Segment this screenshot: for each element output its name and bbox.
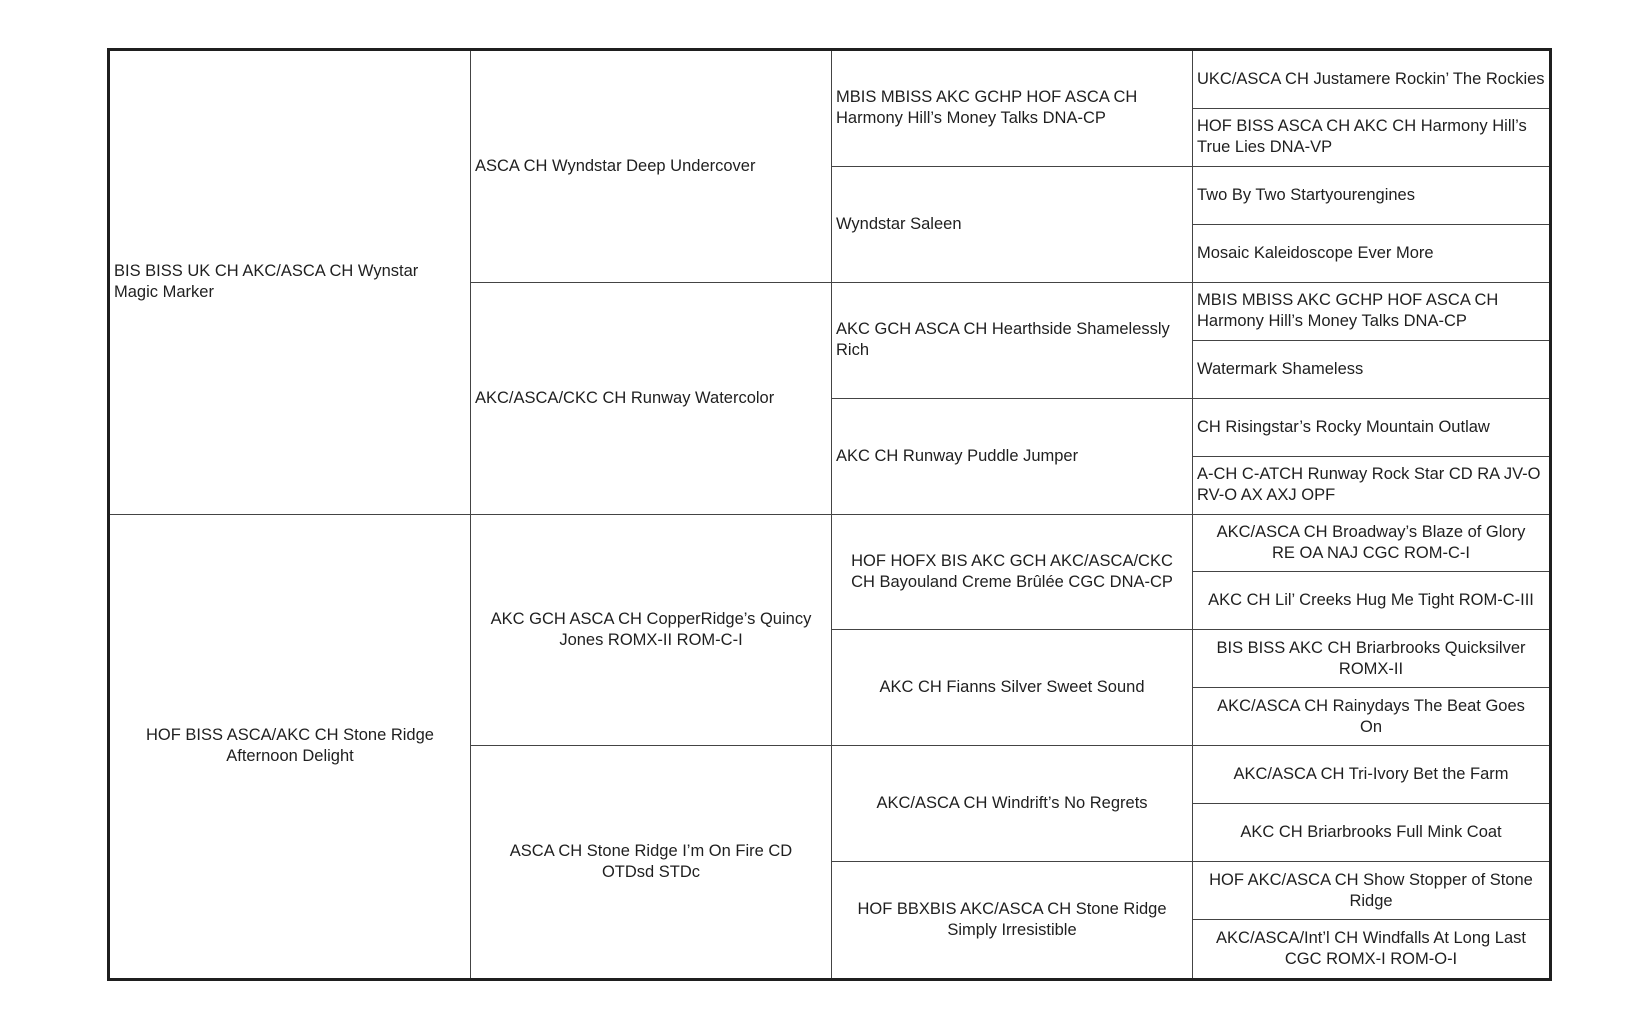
dd-dam-name: HOF BBXBIS AKC/ASCA CH Stone Ridge Simply Irresistible [857, 900, 1167, 940]
ss-dam-cell [832, 167, 1193, 283]
ss-sire-cell [832, 51, 1193, 167]
gen4-cell-8 [1193, 457, 1549, 515]
gen4-name-7: CH Risingstar’s Rocky Mountain Outlaw [1197, 417, 1490, 436]
dd-sire-cell [832, 746, 1193, 862]
dam-sire-name: AKC GCH ASCA CH CopperRidge’s Quincy Jones ROMX-II ROM-C-I [490, 609, 812, 649]
sire-dam-name: AKC/ASCA/CKC CH Runway Watercolor [475, 388, 775, 407]
sire-sire-name: ASCA CH Wyndstar Deep Undercover [475, 156, 756, 175]
gen4-name-6: Watermark Shameless [1197, 359, 1364, 378]
gen4-cell-10 [1193, 572, 1549, 630]
dd-dam-cell [832, 862, 1193, 978]
gen4-name-14: AKC CH Briarbrooks Full Mink Coat [1240, 823, 1502, 842]
gen4-name-8: A-CH C-ATCH Runway Rock Star CD RA JV-O RV-O AX AXJ OPF [1197, 465, 1541, 505]
dam-dam-cell [471, 746, 832, 978]
sire-dam-cell [471, 283, 832, 515]
dam-cell [110, 515, 471, 979]
sire-cell [110, 51, 471, 515]
dd-sire-name: AKC/ASCA CH Windrift’s No Regrets [876, 794, 1148, 813]
gen4-cell-2 [1193, 109, 1549, 167]
gen4-name-5: MBIS MBISS AKC GCHP HOF ASCA CH Harmony Hill’s Money Talks DNA-CP [1197, 291, 1499, 331]
gen4-name-16: AKC/ASCA/Int’l CH Windfalls At Long Last CGC ROMX-I ROM-O-I [1216, 929, 1526, 969]
gen4-cell-3 [1193, 167, 1549, 225]
gen4-cell-4 [1193, 225, 1549, 283]
gen4-cell-5 [1193, 283, 1549, 341]
gen4-name-4: Mosaic Kaleidoscope Ever More [1197, 243, 1434, 262]
ds-dam-name: AKC CH Fianns Silver Sweet Sound [879, 678, 1145, 697]
ss-sire-name: MBIS MBISS AKC GCHP HOF ASCA CH Harmony Hill’s Money Talks DNA-CP [836, 88, 1138, 128]
gen4-cell-6 [1193, 341, 1549, 399]
gen4-cell-13 [1193, 746, 1549, 804]
dam-name: HOF BISS ASCA/AKC CH Stone Ridge Afternoon Delight [146, 726, 434, 766]
gen4-cell-16 [1193, 920, 1549, 978]
dam-sire-cell [471, 515, 832, 747]
gen4-name-12: AKC/ASCA CH Rainydays The Beat Goes On [1217, 696, 1525, 736]
gen4-cell-12 [1193, 688, 1549, 746]
sire-name: BIS BISS UK CH AKC/ASCA CH Wynstar Magic Marker [114, 262, 419, 302]
ds-dam-cell [832, 630, 1193, 746]
ds-sire-cell [832, 515, 1193, 631]
gen4-cell-14 [1193, 804, 1549, 862]
gen4-name-2: HOF BISS ASCA CH AKC CH Harmony Hill’s True Lies DNA-VP [1197, 117, 1527, 157]
gen4-name-11: BIS BISS AKC CH Briarbrooks Quicksilver ROMX-II [1216, 638, 1526, 678]
sd-dam-name: AKC CH Runway Puddle Jumper [836, 446, 1079, 465]
gen4-name-1: UKC/ASCA CH Justamere Rockin’ The Rockies [1197, 69, 1545, 88]
sd-dam-cell [832, 399, 1193, 515]
sd-sire-cell [832, 283, 1193, 399]
gen4-cell-9 [1193, 515, 1549, 573]
gen4-name-10: AKC CH Lil’ Creeks Hug Me Tight ROM-C-III [1208, 591, 1534, 610]
gen4-name-3: Two By Two Startyourengines [1197, 185, 1415, 204]
gen4-cell-1 [1193, 51, 1549, 109]
gen4-name-9: AKC/ASCA CH Broadway’s Blaze of Glory RE OA NAJ CGC ROM-C-I [1216, 522, 1526, 562]
gen4-cell-11 [1193, 630, 1549, 688]
ss-dam-name: Wyndstar Saleen [836, 214, 962, 233]
dam-dam-name: ASCA CH Stone Ridge I’m On Fire CD OTDsd STDc [509, 842, 793, 882]
gen4-name-15: HOF AKC/ASCA CH Show Stopper of Stone Ridge [1209, 870, 1533, 910]
gen4-cell-7 [1193, 399, 1549, 457]
sire-sire-cell [471, 51, 832, 283]
gen4-name-13: AKC/ASCA CH Tri-Ivory Bet the Farm [1233, 765, 1509, 784]
ds-sire-name: HOF HOFX BIS AKC GCH AKC/ASCA/CKC CH Bayouland Creme Brûlée CGC DNA-CP [851, 551, 1173, 591]
gen4-cell-15 [1193, 862, 1549, 920]
sd-sire-name: AKC GCH ASCA CH Hearthside Shamelessly Rich [836, 320, 1170, 360]
pedigree-table [107, 48, 1552, 981]
